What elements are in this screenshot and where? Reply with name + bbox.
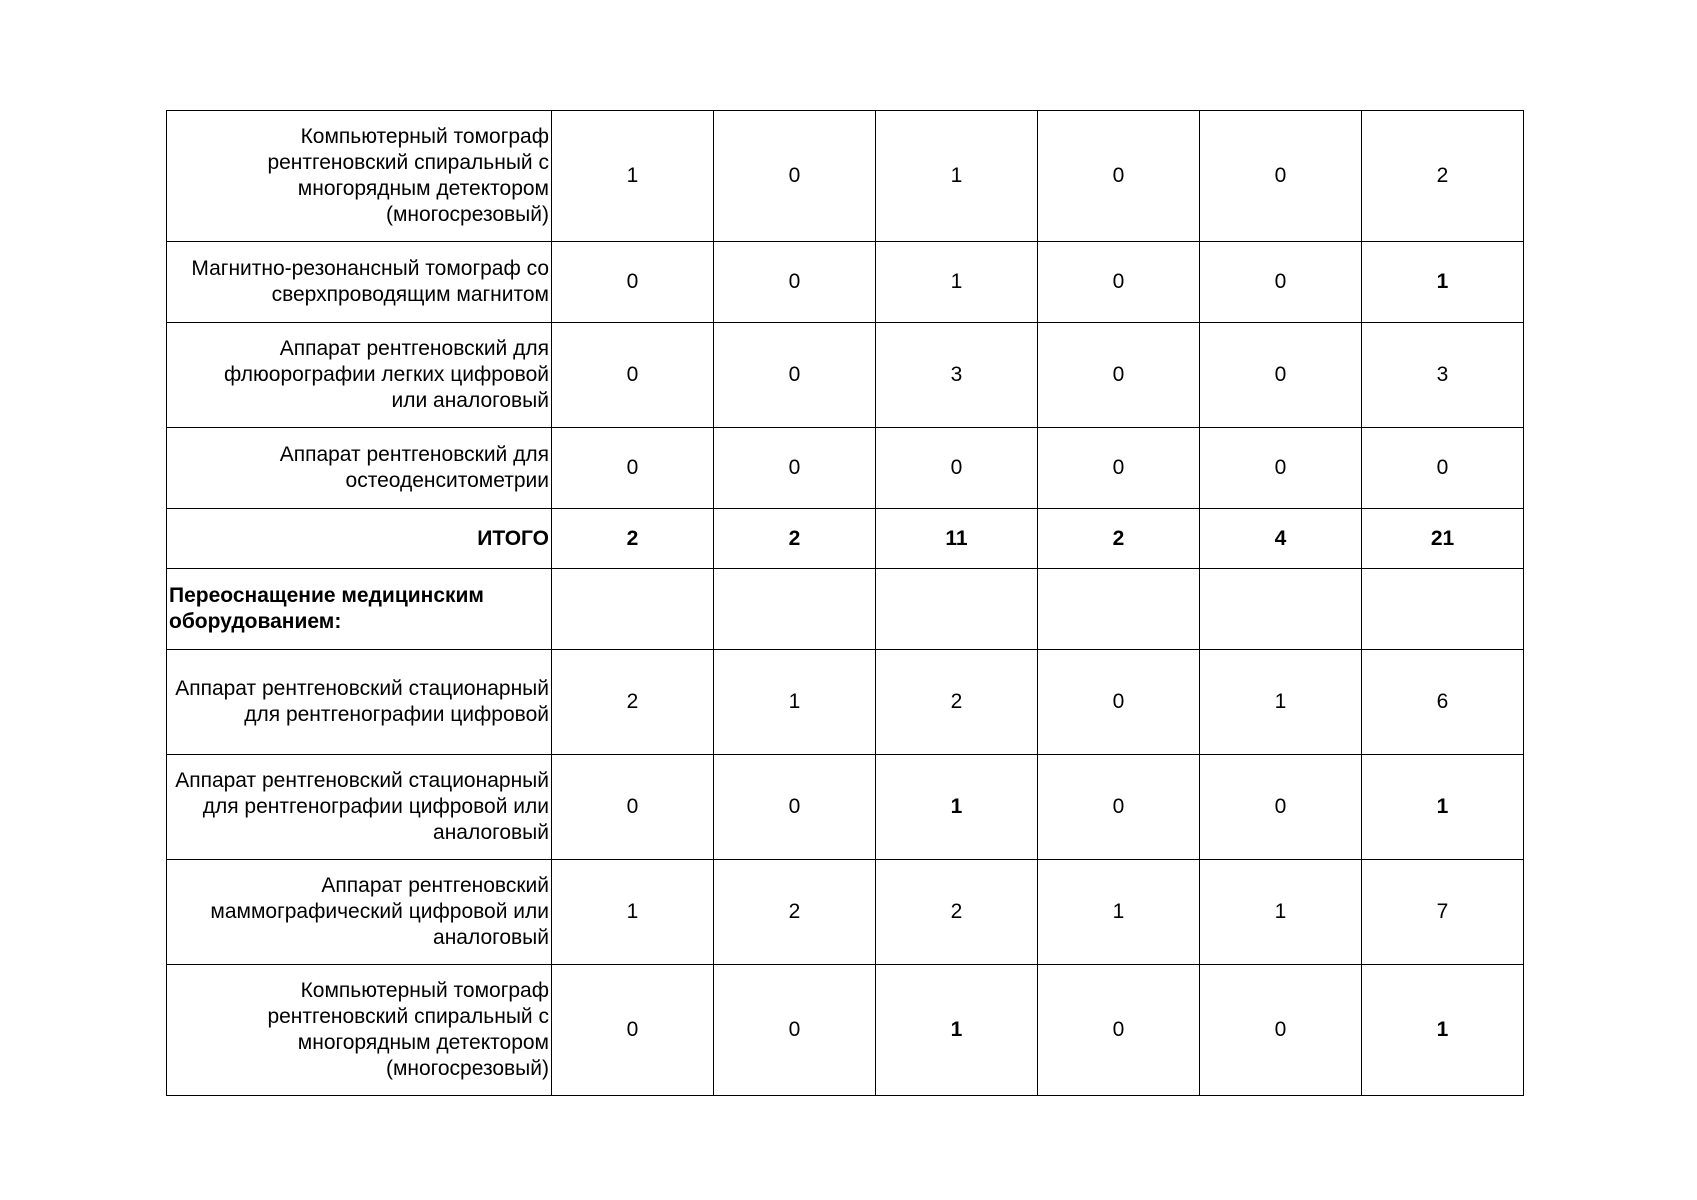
value-cell: 0 [1200, 965, 1362, 1096]
value-cell [1200, 569, 1362, 650]
value-cell: 1 [876, 111, 1038, 242]
value-cell [714, 569, 876, 650]
table-row [167, 428, 1524, 509]
value-cell: 2 [552, 650, 714, 755]
value-cell: 0 [1038, 428, 1200, 509]
value-cell [552, 569, 714, 650]
value-cell: 0 [714, 111, 876, 242]
value-cell: 0 [1200, 111, 1362, 242]
total-cell: 21 [1362, 509, 1524, 569]
value-cell: 0 [552, 965, 714, 1096]
equipment-name: Компьютерный томограф рентгеновский спиральный с многорядным детектором (многосрезовый) [167, 111, 552, 242]
value-cell [1038, 569, 1200, 650]
value-cell: 1 [876, 242, 1038, 323]
value-cell: 0 [1038, 242, 1200, 323]
value-cell: 2 [1362, 111, 1524, 242]
table-row [167, 860, 1524, 965]
value-cell: 0 [714, 428, 876, 509]
total-row [167, 509, 1524, 569]
value-cell: 0 [552, 755, 714, 860]
value-cell: 1 [876, 755, 1038, 860]
equipment-name: Аппарат рентгеновский маммографический цифровой или аналоговый [167, 860, 552, 965]
value-cell: 1 [552, 111, 714, 242]
value-cell: 0 [714, 965, 876, 1096]
value-cell: 0 [714, 755, 876, 860]
total-cell: 2 [1038, 509, 1200, 569]
table-row [167, 650, 1524, 755]
value-cell: 0 [1038, 323, 1200, 428]
value-cell: 1 [1200, 650, 1362, 755]
value-cell: 2 [876, 650, 1038, 755]
table-row [167, 755, 1524, 860]
value-cell: 1 [1200, 860, 1362, 965]
value-cell: 0 [714, 242, 876, 323]
table-row [167, 323, 1524, 428]
section-heading: Переоснащение медицинским оборудованием: [167, 569, 552, 650]
value-cell: 0 [1362, 428, 1524, 509]
value-cell: 1 [1362, 965, 1524, 1096]
value-cell: 0 [552, 323, 714, 428]
equipment-name: Аппарат рентгеновский для флюорографии легких цифровой или аналоговый [167, 323, 552, 428]
value-cell: 0 [714, 323, 876, 428]
value-cell: 0 [1038, 650, 1200, 755]
value-cell: 1 [1038, 860, 1200, 965]
total-cell: 11 [876, 509, 1038, 569]
value-cell: 1 [876, 965, 1038, 1096]
value-cell: 0 [876, 428, 1038, 509]
total-cell: 2 [552, 509, 714, 569]
value-cell: 2 [876, 860, 1038, 965]
value-cell: 3 [1362, 323, 1524, 428]
value-cell: 0 [552, 428, 714, 509]
equipment-name: Аппарат рентгеновский стационарный для рентгенографии цифровой [167, 650, 552, 755]
value-cell: 1 [1362, 242, 1524, 323]
equipment-name: Компьютерный томограф рентгеновский спиральный с многорядным детектором (многосрезовый) [167, 965, 552, 1096]
equipment-name: Магнитно-резонансный томограф со сверхпроводящим магнитом [167, 242, 552, 323]
value-cell [876, 569, 1038, 650]
value-cell: 1 [1362, 755, 1524, 860]
value-cell: 6 [1362, 650, 1524, 755]
table-row [167, 242, 1524, 323]
value-cell: 7 [1362, 860, 1524, 965]
equipment-name: Аппарат рентгеновский для остеоденситометрии [167, 428, 552, 509]
table-row [167, 965, 1524, 1096]
table-row [167, 111, 1524, 242]
section-row [167, 569, 1524, 650]
value-cell: 0 [1200, 323, 1362, 428]
total-cell: 4 [1200, 509, 1362, 569]
value-cell: 0 [1200, 755, 1362, 860]
value-cell: 0 [1200, 428, 1362, 509]
equipment-table [166, 110, 1524, 1096]
value-cell: 0 [1038, 965, 1200, 1096]
total-cell: 2 [714, 509, 876, 569]
value-cell: 3 [876, 323, 1038, 428]
value-cell: 0 [1200, 242, 1362, 323]
value-cell: 0 [1038, 111, 1200, 242]
value-cell: 0 [552, 242, 714, 323]
value-cell: 0 [1038, 755, 1200, 860]
total-label: ИТОГО [167, 509, 552, 569]
value-cell: 2 [714, 860, 876, 965]
equipment-name: Аппарат рентгеновский стационарный для рентгенографии цифровой или аналоговый [167, 755, 552, 860]
value-cell: 1 [552, 860, 714, 965]
value-cell [1362, 569, 1524, 650]
value-cell: 1 [714, 650, 876, 755]
